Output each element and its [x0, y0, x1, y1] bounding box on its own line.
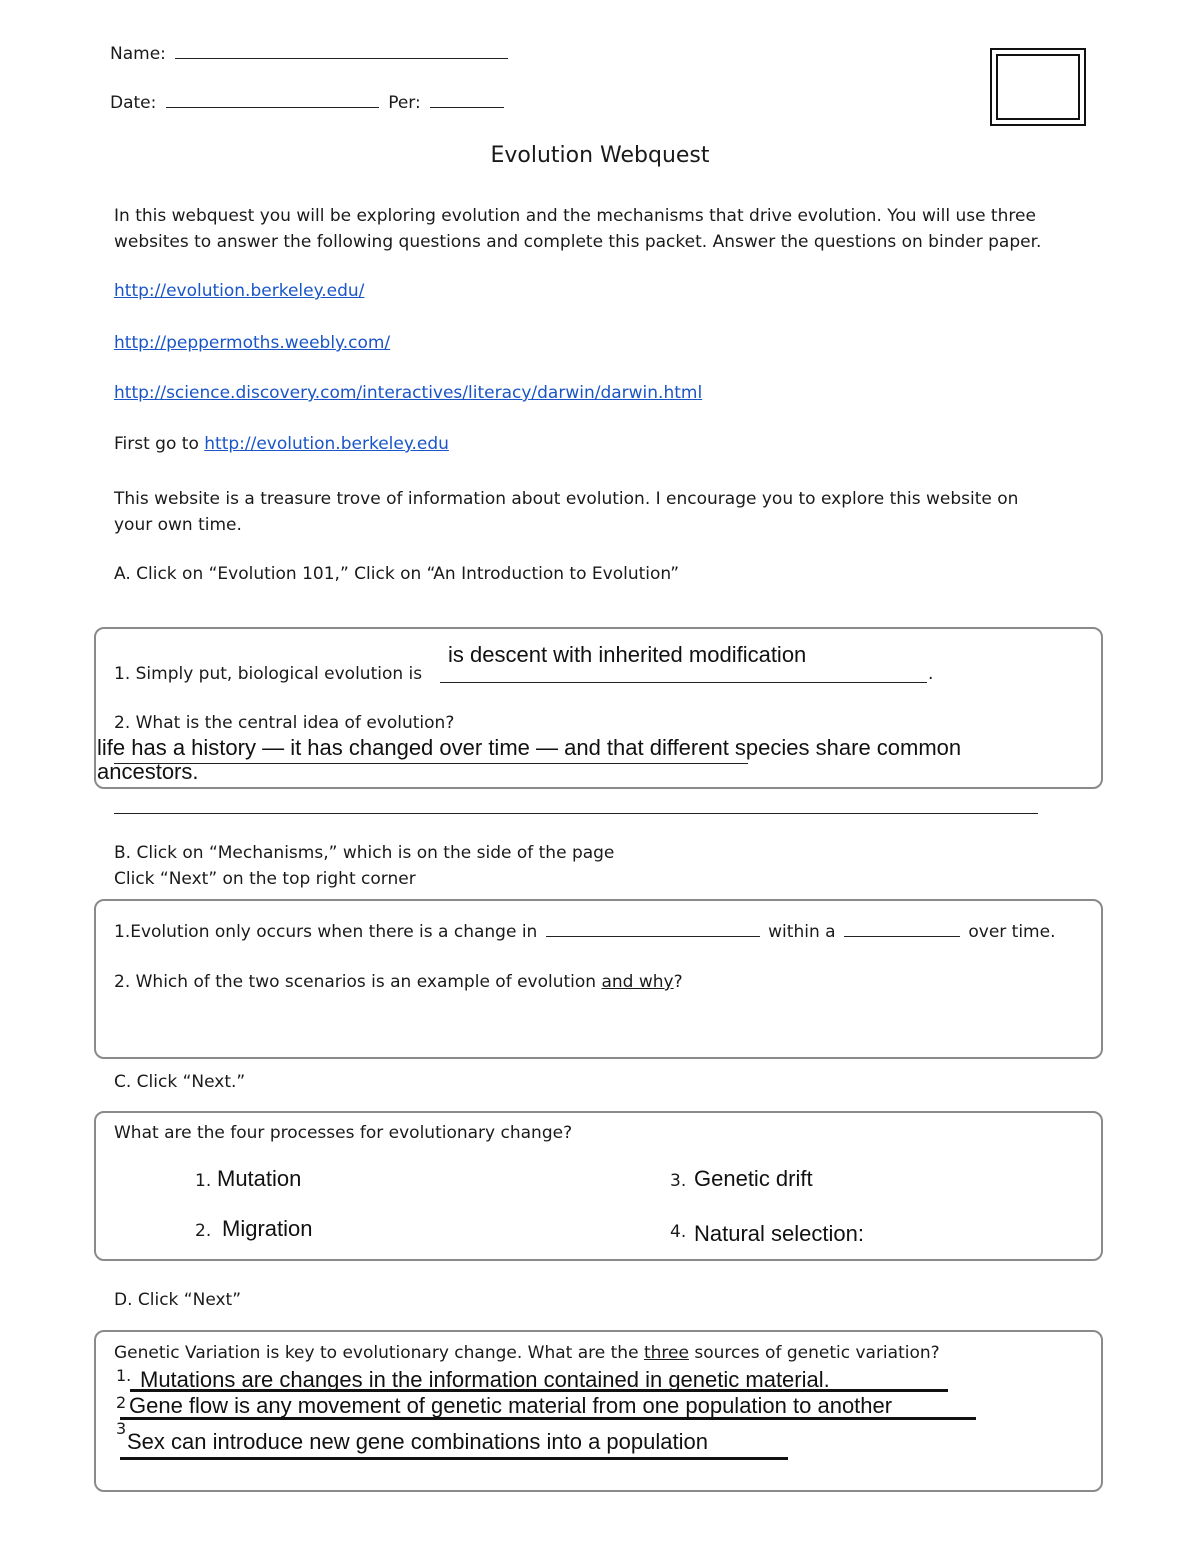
date-field[interactable] [166, 93, 379, 108]
q1-blank-line [440, 682, 927, 683]
first-go-text: First go to [114, 434, 205, 454]
q1-label: 1. Simply put, biological evolution is [114, 664, 423, 684]
b-q2-part-1: 2. Which of the two scenarios is an example of evolution [114, 972, 602, 992]
q1-period: . [928, 664, 934, 684]
b-q1-line [114, 922, 1055, 942]
b-q1-part-1: 1.Evolution only occurs when there is a change in [114, 922, 538, 942]
intro-line-1: In this webquest you will be exploring evolution and the mechanisms that drive evolution. You will use three [114, 206, 1036, 226]
c-item-4-num: 4. [670, 1222, 687, 1242]
first-go-link[interactable]: http://evolution.berkeley.edu [204, 434, 449, 454]
b-q2-underlined: and why [601, 972, 674, 992]
name-label: Name: [110, 44, 166, 64]
d-question-underlined: three [643, 1343, 689, 1363]
section-c-instruction: C. Click “Next.” [114, 1072, 246, 1092]
treasure-line-2: your own time. [114, 515, 242, 535]
link-discovery-darwin[interactable]: http://science.discovery.com/interactives/literacy/darwin/darwin.html [114, 383, 703, 403]
d-question-part-2: sources of genetic variation? [688, 1343, 940, 1363]
page-title: Evolution Webquest [490, 143, 710, 168]
link-evolution-berkeley[interactable]: http://evolution.berkeley.edu/ [114, 281, 365, 301]
c-question: What are the four processes for evolutionary change? [114, 1123, 573, 1143]
name-field[interactable] [175, 44, 508, 59]
c-item-2-num: 2. [195, 1221, 212, 1241]
c-item-3-answer[interactable]: Genetic drift [694, 1166, 813, 1191]
d-answer-2-num: 2 [116, 1393, 127, 1412]
q2-blank-line [114, 763, 748, 764]
grade-box-inner [996, 54, 1080, 120]
c-item-4-answer[interactable]: Natural selection: [694, 1221, 864, 1246]
section-b-instruction-2: Click “Next” on the top right corner [114, 869, 416, 889]
d-answer-3-line [120, 1457, 788, 1460]
d-answer-3[interactable]: Sex can introduce new gene combinations into a population [127, 1429, 708, 1454]
link-peppermoths[interactable]: http://peppermoths.weebly.com/ [114, 333, 391, 353]
b-q1-blank-2[interactable] [844, 922, 960, 937]
b-q1-blank-1[interactable] [546, 922, 760, 937]
section-a-instruction: A. Click on “Evolution 101,” Click on “An Introduction to Evolution” [114, 564, 680, 584]
intro-line-2: websites to answer the following questions and complete this packet. Answer the questions on binder paper. [114, 232, 1042, 252]
b-q1-part-3: over time. [968, 922, 1056, 942]
d-question-part-1: Genetic Variation is key to evolutionary change. What are the [114, 1343, 644, 1363]
date-label: Date: [110, 93, 157, 113]
c-item-1-answer[interactable]: Mutation [217, 1166, 302, 1191]
d-answer-1-line [130, 1389, 948, 1392]
b-q1-part-2: within a [768, 922, 836, 942]
q1-answer[interactable]: is descent with inherited modification [448, 642, 807, 667]
b-q2-line [114, 972, 683, 992]
q2-label: 2. What is the central idea of evolution? [114, 713, 455, 733]
d-answer-2-line [120, 1417, 976, 1420]
d-answer-2[interactable]: Gene flow is any movement of genetic material from one population to another [129, 1393, 893, 1418]
d-answer-3-num: 3 [116, 1419, 127, 1438]
q2-extra-line [114, 813, 1038, 814]
d-answer-1[interactable]: Mutations are changes in the information contained in genetic material. [140, 1367, 830, 1392]
section-d-instruction: D. Click “Next” [114, 1290, 242, 1310]
q2-answer-line-1[interactable]: life has a history — it has changed over time — and that different species share common [97, 735, 962, 760]
q2-answer-line-2[interactable]: ancestors. [97, 759, 199, 784]
grade-box [990, 48, 1086, 126]
c-item-2-answer[interactable]: Migration [222, 1216, 313, 1241]
treasure-line-1: This website is a treasure trove of information about evolution. I encourage you to explore this website on [114, 489, 1019, 509]
date-row [110, 93, 504, 113]
b-q2-end: ? [673, 972, 683, 992]
first-go-line [114, 434, 449, 454]
name-row [110, 44, 508, 64]
d-answer-1-num: 1. [116, 1366, 132, 1385]
per-label: Per: [388, 93, 421, 113]
d-question [114, 1343, 940, 1363]
per-field[interactable] [430, 93, 504, 108]
section-b-instruction-1: B. Click on “Mechanisms,” which is on the side of the page [114, 843, 615, 863]
c-item-3-num: 3. [670, 1171, 687, 1191]
c-item-1-num: 1. [195, 1171, 212, 1191]
